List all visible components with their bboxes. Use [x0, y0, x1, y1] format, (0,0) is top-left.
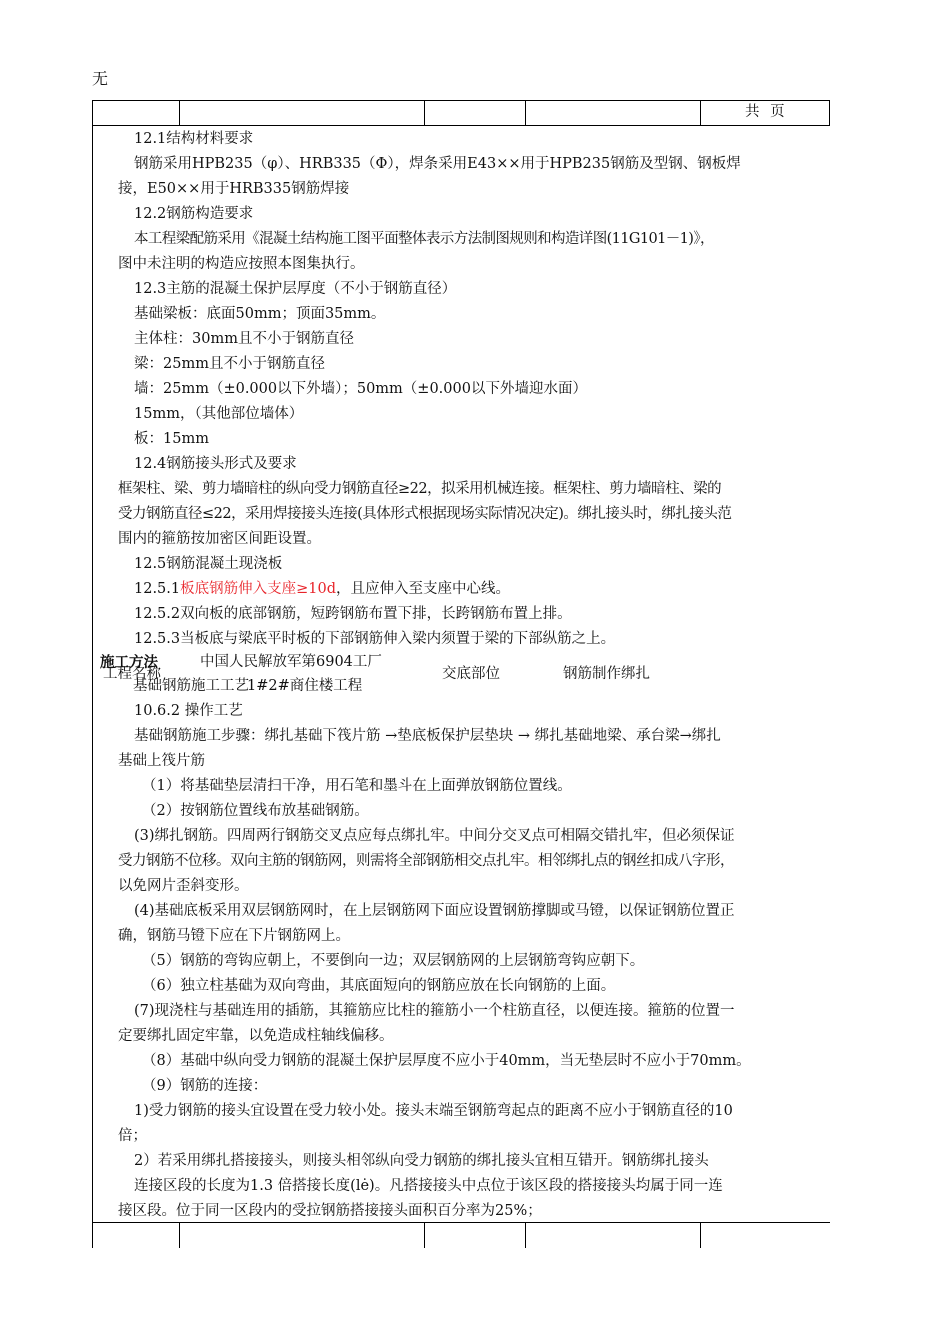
- body-line: 2）若采用绑扎搭接接头，则接头相邻纵向受力钢筋的绑扎接头宜相互错开。钢筋绑扎接头: [134, 1153, 709, 1169]
- construction-label: 基础钢筋施工工艺: [133, 678, 249, 694]
- body-line: 图中未注明的构造应按照本图集执行。: [118, 256, 365, 272]
- body-line: 本工程梁配筋采用《混凝土结构施工图平面整体表示方法制图规则和构造详图(11G101－1)》，: [134, 231, 714, 247]
- top-label: 无: [92, 69, 109, 88]
- project-name-line1: 中国人民解放军第6904工厂: [200, 654, 382, 670]
- bottom-col-line-3: [424, 1222, 425, 1248]
- body-line: 1)受力钢筋的接头宜设置在受力较小处。接头末端至钢筋弯起点的距离不应小于钢筋直径的10: [134, 1103, 733, 1119]
- col-line-1: [92, 100, 93, 1248]
- body-line: 10.6.2 操作工艺: [134, 703, 243, 719]
- clause-text: ，且应伸入至支座中心线。: [336, 581, 511, 597]
- body-line: 接，E50××用于HRB335钢筋焊接: [118, 181, 350, 197]
- body-line: 12.2钢筋构造要求: [134, 206, 254, 222]
- total-pages-label: 共 页: [745, 104, 788, 120]
- body-line: 以免网片歪斜变形。: [118, 878, 249, 894]
- body-line: （8）基础中纵向受力钢筋的混凝土保护层厚度不应小于40mm，当无垫层时不应小于70mm。: [142, 1053, 751, 1069]
- body-line: 框架柱、梁、剪力墙暗柱的纵向受力钢筋直径≥22，拟采用机械连接。框架柱、剪力墙暗柱、梁的: [118, 481, 722, 497]
- header-bottom-border: [92, 125, 830, 126]
- clause-number: 12.5.1: [134, 581, 181, 597]
- body-line-1251: [118, 577, 826, 602]
- body-line: 板：15mm: [134, 431, 209, 447]
- col-line-3: [424, 100, 425, 125]
- body-line: 基础上筏片筋: [118, 753, 205, 769]
- body-line: （9）钢筋的连接：: [142, 1078, 268, 1094]
- body-line: 钢筋采用HPB235（φ）、HRB335（Φ），焊条采用E43××用于HPB235钢筋及型钢、钢板焊: [134, 156, 741, 172]
- col-line-4: [525, 100, 526, 125]
- body-line: 12.3主筋的混凝土保护层厚度（不小于钢筋直径）: [134, 281, 457, 297]
- process-section: [118, 699, 826, 1224]
- bottom-col-line-4: [525, 1222, 526, 1248]
- body-line: 接区段。位于同一区段内的受拉钢筋搭接接头面积百分率为25%；: [118, 1203, 542, 1219]
- disclosure-part-label: 交底部位: [442, 666, 500, 682]
- method-label: 施工方法: [100, 654, 158, 671]
- body-line: 梁：25mm且不小于钢筋直径: [134, 356, 325, 372]
- body-line: 12.5.2双向板的底部钢筋，短跨钢筋布置下排，长跨钢筋布置上排。: [134, 606, 572, 622]
- body-line: （1）将基础垫层清扫干净，用石笔和墨斗在上面弹放钢筋位置线。: [142, 778, 572, 794]
- body-line: 定要绑扎固定牢靠，以免造成柱轴线偏移。: [118, 1028, 394, 1044]
- body-line: 12.5钢筋混凝土现浇板: [134, 556, 283, 572]
- body-line: 围内的箍筋按加密区间距设置。: [118, 531, 321, 547]
- document-body: [118, 127, 826, 652]
- col-line-right: [829, 100, 830, 125]
- body-line: (3)绑扎钢筋。四周两行钢筋交叉点应每点绑扎牢。中间分交叉点可相隔交错扎牢，但必须保证: [134, 828, 735, 844]
- body-line: 12.4钢筋接头形式及要求: [134, 456, 297, 472]
- body-line: 受力钢筋不位移。双向主筋的钢筋网，则需将全部钢筋相交点扎牢。相邻绑扎点的钢丝扣成八字形，: [118, 853, 734, 869]
- body-line: （2）按钢筋位置线布放基础钢筋。: [142, 803, 369, 819]
- body-line: 倍；: [118, 1128, 147, 1144]
- body-line: （6）独立柱基础为双向弯曲，其底面短向的钢筋应放在长向钢筋的上面。: [142, 978, 616, 994]
- col-line-2: [179, 100, 180, 125]
- table-top-border: [92, 100, 830, 101]
- body-line: 连接区段的长度为1.3 倍搭接长度(lė)。凡搭接接头中点位于该区段的搭接接头均属于同一连: [134, 1178, 723, 1194]
- body-line: 12.1结构材料要求: [134, 131, 254, 147]
- bottom-row-border: [92, 1222, 830, 1223]
- body-line: 受力钢筋直径≤22，采用焊接接头连接(具体形式根据现场实际情况决定)。绑扎接头时，绑扎接头范: [118, 506, 732, 522]
- body-line: 确，钢筋马镫下应在下片钢筋网上。: [118, 928, 350, 944]
- bottom-col-line-2: [179, 1222, 180, 1248]
- body-line: 墙：25mm（±0.000以下外墙）；50mm（±0.000以下外墙迎水面）: [134, 381, 587, 397]
- body-line: (7)现浇柱与基础连用的插筋，其箍筋应比柱的箍筋小一个柱筋直径，以便连接。箍筋的位置一: [134, 1003, 735, 1019]
- highlighted-requirement: 板底钢筋伸入支座≥10d: [180, 581, 337, 597]
- body-line: 12.5.3当板底与梁底平时板的下部钢筋伸入梁内须置于梁的下部纵筋之上。: [134, 631, 616, 647]
- body-line: 基础钢筋施工步骤：绑扎基础下筏片筋 →垫底板保护层垫块 → 绑扎基础地梁、承台梁→绑扎: [134, 728, 721, 744]
- body-line: （5）钢筋的弯钩应朝上，不要倒向一边；双层钢筋网的上层钢筋弯钩应朝下。: [142, 953, 645, 969]
- bottom-col-line-5: [700, 1222, 701, 1248]
- project-name-line2: 1#2#商住楼工程: [247, 678, 363, 694]
- col-line-5: [700, 100, 701, 125]
- disclosure-part-value: 钢筋制作绑扎: [563, 666, 650, 682]
- body-line: 主体柱：30mm且不小于钢筋直径: [134, 331, 354, 347]
- body-line: 基础梁板：底面50mm；顶面35mm。: [134, 306, 386, 322]
- body-line: (4)基础底板采用双层钢筋网时，在上层钢筋网下面应设置钢筋撑脚或马镫，以保证钢筋位置正: [134, 903, 735, 919]
- body-line: 15mm，（其他部位墙体）: [134, 406, 304, 422]
- project-name-label: 工程名称: [103, 666, 161, 682]
